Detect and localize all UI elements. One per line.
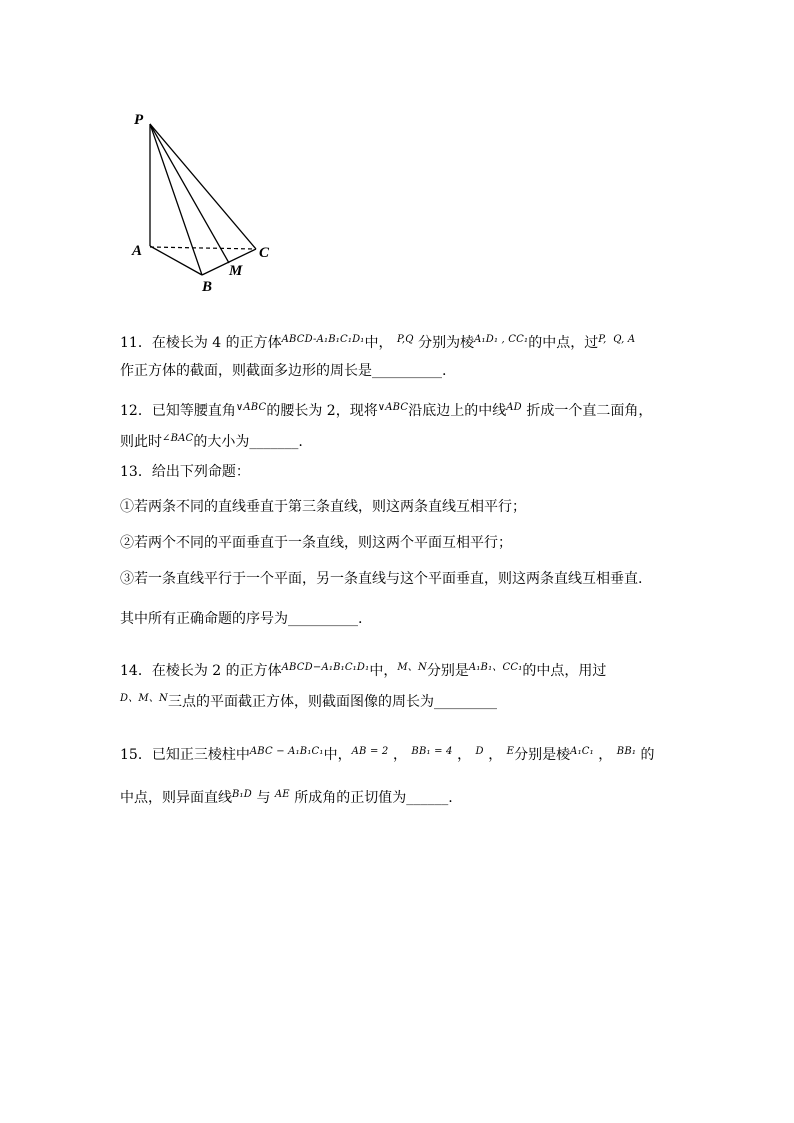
q15-b1d: B₁D	[232, 789, 252, 800]
q13-item-3	[120, 565, 680, 593]
q12-median-ad: AD	[506, 402, 522, 413]
q11-text-4: 的中点，过	[528, 335, 599, 351]
q12-text-2: 的腰长为 2，现将	[266, 403, 378, 419]
q15-ac: A₁C₁	[570, 746, 594, 757]
q11-text-2: 中，	[364, 335, 393, 351]
q14-mn: M、N	[397, 662, 427, 673]
q14-text-3: 分别是	[426, 663, 469, 679]
q15-e: E	[506, 746, 515, 757]
q15-bb1: BB₁	[616, 746, 637, 757]
question-14	[120, 654, 680, 716]
edge-AC-dashed	[150, 247, 256, 249]
q13-item-2-text: ②若两个不同的平面垂直于一条直线，则这两个平面互相平行；	[120, 535, 512, 551]
q15-text-6: 与	[256, 790, 271, 806]
q13-ask	[120, 605, 680, 633]
q13-item-2	[120, 529, 680, 557]
edge-AB	[150, 246, 202, 275]
q14-edges: A₁B₁、CC₁	[468, 662, 523, 673]
q11-pqa: P, Q, A	[598, 334, 636, 345]
q12-text-5: 则此时	[120, 434, 162, 450]
q15-text-1: 已知正三棱柱中	[151, 747, 250, 763]
q13-item-1	[120, 493, 680, 521]
q11-number: 11．	[120, 335, 152, 351]
q12-triangle-1: ∨ABC	[235, 402, 267, 413]
q15-d: D	[475, 746, 484, 757]
q15-text-7: 所成角的正切值为______.	[294, 790, 453, 806]
q15-bb: BB₁ = 4	[411, 746, 453, 757]
edge-PC	[150, 124, 256, 249]
edge-PM	[150, 124, 229, 263]
q15-ab: AB = 2	[351, 746, 389, 757]
q11-text-3: 分别为棱	[418, 335, 475, 351]
q11-edges: A₁D₁ , CC₁	[474, 334, 529, 345]
q15-number: 15．	[120, 747, 152, 763]
q12-text-1: 已知等腰直角	[151, 403, 236, 419]
q12-text-4: 折成一个直二面角，	[526, 403, 653, 419]
q12-text-6: 的大小为_______.	[193, 434, 303, 450]
edge-PB	[150, 124, 202, 275]
q13-intro: 13．给出下列命题：	[120, 464, 250, 480]
q12-triangle-2: ∨ABC	[377, 402, 409, 413]
q15-text-3: 分别是棱	[514, 747, 571, 763]
label-B: B	[202, 279, 213, 295]
q14-text-5: 三点的平面截正方体，则截面图像的周长为_________	[168, 694, 498, 710]
q15-text-4: 的	[640, 747, 655, 763]
label-A: A	[132, 243, 143, 259]
question-15: 15．已知正三棱柱中$^{ABC - A_1B_1C_1}$中，$^{AB = 2}$ ， $^{BB_1 = 4}$ ， $^D$ ， $^E$分别是棱$^{A_1C_1}$ ， $^{BB_1}$ 的 中点，则异面直线$^{B_1D}$ 与 $^{AE}$ 所成角的正切值为______.	[120, 746, 655, 806]
label-M: M	[229, 263, 243, 279]
q14-text-4: 的中点，用过	[522, 663, 607, 679]
q13-item-3-text: ③若一条直线平行于一个平面，另一条直线与这个平面垂直，则这两条直线互相垂直.	[120, 571, 643, 587]
q13-ask-text: 其中所有正确命题的序号为__________.	[120, 611, 363, 627]
label-C: C	[259, 245, 270, 261]
q15-prism: ABC − A₁B₁C₁	[249, 746, 324, 757]
q15-text-5: 中点，则异面直线	[120, 790, 232, 806]
q11-pq: P,Q	[396, 334, 414, 345]
q12-text-3: 沿底边上的中线	[408, 403, 507, 419]
q14-number: 14．	[120, 663, 152, 679]
q11-cube-notation: ABCD-A₁B₁C₁D₁	[281, 334, 365, 345]
q14-text-2: 中，	[369, 663, 398, 679]
q11-text-1: 在棱长为 4 的正方体	[151, 335, 282, 351]
label-P: P	[134, 112, 144, 128]
q14-text-1: 在棱长为 2 的正方体	[151, 663, 282, 679]
question-11	[120, 326, 680, 385]
q15-text-2: 中，	[323, 747, 352, 763]
question-12	[120, 394, 680, 456]
q12-number: 12．	[120, 403, 152, 419]
q14-dmn: D、M、N	[120, 693, 169, 704]
q11-line-2: 作正方体的截面，则截面多边形的周长是__________.	[120, 363, 447, 379]
q12-angle: ∠BAC	[162, 433, 194, 444]
pyramid-figure	[128, 104, 288, 296]
q13-item-1-text: ①若两条不同的直线垂直于第三条直线，则这两条直线互相平行；	[120, 499, 526, 515]
question-13	[120, 458, 680, 486]
q14-cube-notation: ABCD−A₁B₁C₁D₁	[281, 662, 370, 673]
q15-ae: AE	[274, 789, 290, 800]
